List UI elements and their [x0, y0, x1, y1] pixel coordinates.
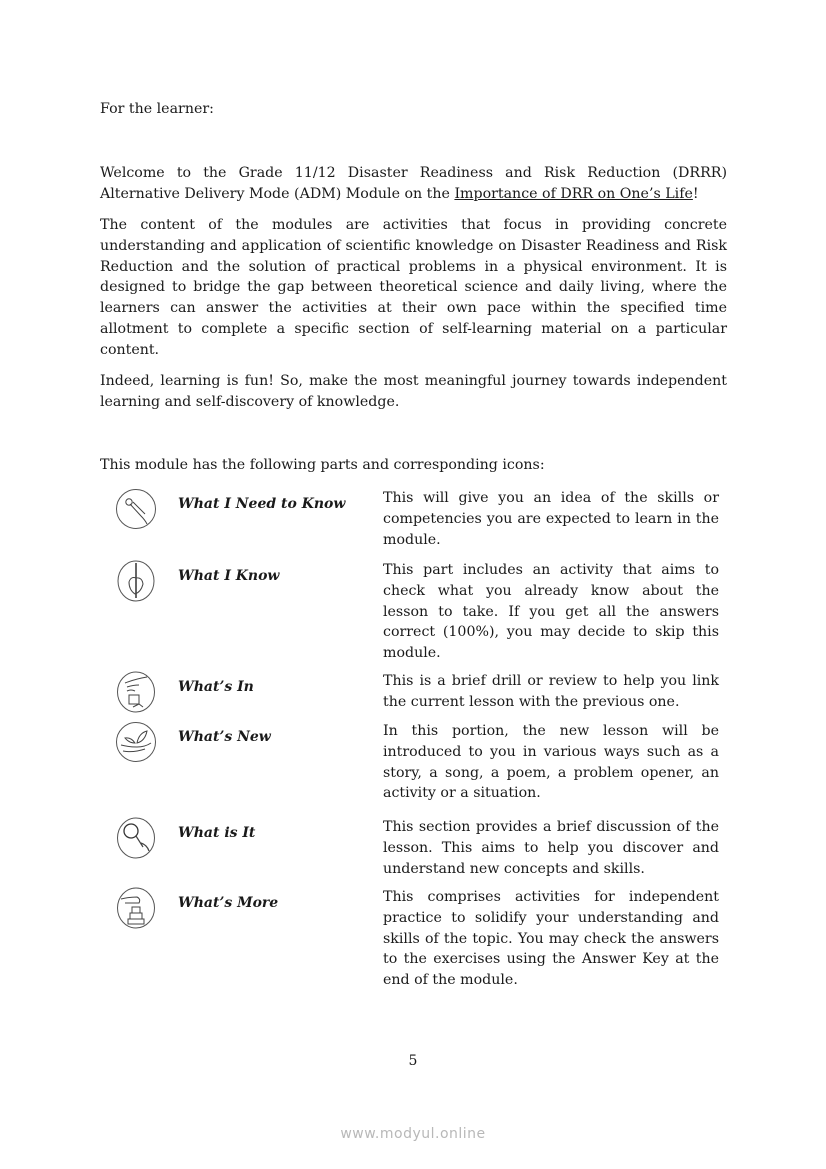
part-label: What’s In	[178, 679, 254, 695]
welcome-text: Welcome to the Grade 11/12 Disaster Readiness and Risk Reduction (DRRR) Alternative Delivery Mode (ADM) Module on the	[100, 165, 727, 202]
part-label: What’s New	[178, 729, 271, 745]
part-description: This section provides a brief discussion of the lesson. This aims to help you discover and understand new concepts and skills.	[383, 819, 719, 877]
page-number: 5	[408, 1053, 418, 1069]
part-description: This comprises activities for independent practice to solidify your understanding and skills of the topic. You may check the answers to the exercises using the Answer Key at the end of the module.	[383, 889, 719, 989]
indeed-paragraph: Indeed, learning is fun! So, make the most meaningful journey towards independent learning and self-discovery of knowledge.	[100, 373, 727, 410]
part-description: This part includes an activity that aims to check what you already know about the lesson to take. If you get all the answers correct (100%), you may decide to skip this module.	[383, 562, 719, 662]
greeting-heading: For the learner:	[100, 101, 214, 117]
parts-intro: This module has the following parts and corresponding icons:	[100, 457, 545, 473]
part-description: This will give you an idea of the skills or competencies you are expected to learn in the module.	[383, 490, 719, 548]
pointing-hand-icon	[115, 488, 157, 530]
hand-stacking-blocks-icon	[115, 887, 157, 929]
part-description: In this portion, the new lesson will be introduced to you in various ways such as a story, a song, a poem, a problem opener, an activity or a situation.	[383, 723, 719, 802]
part-description: This is a brief drill or review to help you link the current lesson with the previous one.	[383, 673, 719, 710]
hands-with-seedling-icon	[115, 721, 157, 763]
content-paragraph: The content of the modules are activities that focus in providing concrete understanding and application of scientific knowledge on Disaster Readiness and Risk Reduction and the solution of practical problems in a physical environment. It is designed to bridge the gap between theoretical science and daily living, where the learners can answer the activities at their own pace within the specified time allotment to complete a specific section of self-learning material on a particular content.	[100, 217, 727, 358]
watermark: www.modyul.online	[340, 1126, 486, 1142]
part-label: What I Need to Know	[178, 496, 346, 512]
part-label: What’s More	[178, 895, 279, 911]
welcome-paragraph	[100, 163, 727, 205]
magnifying-glass-icon	[115, 817, 157, 859]
welcome-exclamation: !	[692, 185, 699, 202]
hand-holding-pencil-icon	[115, 560, 157, 602]
part-label: What I Know	[178, 568, 280, 584]
part-label: What is It	[178, 825, 256, 841]
hand-with-puzzle-icon	[115, 671, 157, 713]
module-title-link[interactable]: Importance of DRR on One’s Life	[454, 185, 693, 202]
